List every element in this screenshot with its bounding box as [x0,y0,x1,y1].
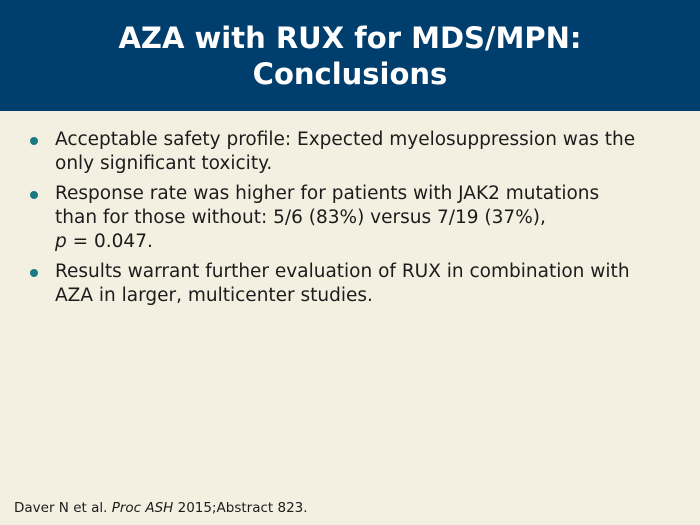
citation-details: 2015;Abstract 823. [173,500,308,516]
bullet-safety [30,128,680,176]
slide-title-line-1: AZA with RUX for MDS/MPN: [118,20,582,55]
bullet-text-line: Acceptable safety profile: Expected myelosuppression was the [55,129,636,150]
bullet-text-line: than for those without: 5/6 (83%) versus 7/19 (37%), [55,207,546,228]
bullet-dot-icon [30,191,38,199]
bullet-text-line: Response rate was higher for patients with JAK2 mutations [55,183,600,204]
bullet-further-evaluation [30,260,680,308]
bullet-dot-icon [30,269,38,277]
bullet-text-line: only significant toxicity. [55,153,273,174]
conclusions-list [30,128,680,314]
citation-journal: Proc ASH [111,500,174,516]
citation [14,500,308,516]
citation-authors: Daver N et al. [14,500,112,516]
title-banner [0,0,700,111]
bullet-dot-icon [30,137,38,145]
bullet-response-rate [30,182,680,254]
bullet-text-line: Results warrant further evaluation of RUX in combination with [55,261,630,282]
p-value-line [55,230,680,254]
p-label: p [55,231,67,252]
slide-title-line-2: Conclusions [252,56,448,91]
p-value: = 0.047. [66,231,153,252]
bullet-text-line: AZA in larger, multicenter studies. [55,285,373,306]
